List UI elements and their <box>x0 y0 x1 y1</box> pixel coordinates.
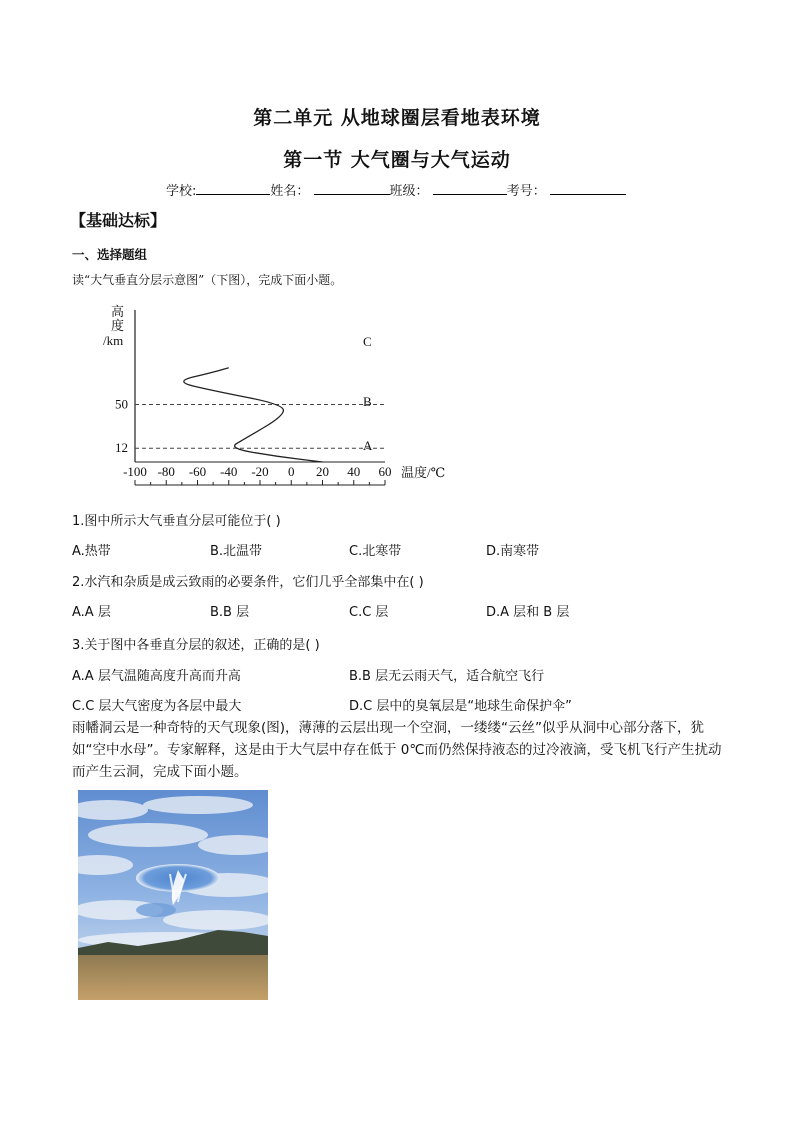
q1-option-c[interactable]: C.北寒带 <box>349 544 402 559</box>
layer-label: C <box>363 334 372 349</box>
q3-option-c[interactable]: C.C 层大气密度为各层中最大 <box>72 699 242 714</box>
temperature-curve <box>184 368 323 462</box>
y-axis-label: 度 <box>111 318 125 333</box>
x-tick-label: 0 <box>288 464 295 479</box>
q2-option-a[interactable]: A.A 层 <box>72 605 111 620</box>
q1-option-d[interactable]: D.南寒带 <box>486 544 540 559</box>
y-axis-label: /km <box>103 333 124 348</box>
hole-punch-cloud-paragraph: 雨幡洞云是一种奇特的天气现象(图)，薄薄的云层出现一个空洞，一缕缕“云丝”似乎从洞中心部分落下，犹如“空中水母”。专家解释，这是由于大气层中存在低于 0℃而仍然保持液态的过冷液滴，受飞机飞行产生扰动而产生云洞，完成下面小题。 <box>72 720 722 780</box>
q3-option-a[interactable]: A.A 层气温随高度升高而升高 <box>72 669 241 684</box>
x-tick-label: -20 <box>251 464 269 479</box>
layer-label: B <box>363 394 372 409</box>
y-tick-label: 50 <box>115 396 128 412</box>
name-label: 姓名： <box>270 184 310 199</box>
question-2-stem: 2.水汽和杂质是成云致雨的必要条件，它们几乎全部集中在( ) <box>72 575 424 590</box>
question-3-stem: 3.关于图中各垂直分层的叙述，正确的是( ) <box>72 638 320 653</box>
x-axis-label: 温度/℃ <box>401 465 446 480</box>
q2-option-c[interactable]: C.C 层 <box>349 605 389 620</box>
q2-option-d[interactable]: D.A 层和 B 层 <box>486 605 570 620</box>
y-tick-label: 12 <box>115 440 128 456</box>
x-tick-label: -100 <box>123 464 147 479</box>
intro-text: 读“大气垂直分层示意图”（下图），完成下面小题。 <box>72 273 343 287</box>
x-tick-label: -40 <box>220 464 238 479</box>
exam-label: 考号： <box>506 184 546 199</box>
exam-number-field[interactable] <box>550 182 626 195</box>
x-tick-label: -60 <box>188 464 207 479</box>
q2-option-b[interactable]: B.B 层 <box>210 605 250 620</box>
school-label: 学校: <box>166 184 197 199</box>
class-field[interactable] <box>433 182 507 195</box>
x-tick-label: 60 <box>378 464 392 479</box>
hole-punch-cloud-photo <box>78 790 268 1000</box>
layer-label: A <box>363 438 373 453</box>
section-title: 第一节 大气圈与大气运动 <box>283 149 511 171</box>
q1-option-a[interactable]: A.热带 <box>72 544 111 559</box>
name-field[interactable] <box>314 182 390 195</box>
q3-option-b[interactable]: B.B 层无云雨天气，适合航空飞行 <box>349 669 545 684</box>
student-info <box>166 180 626 199</box>
x-tick-label: -80 <box>157 464 175 479</box>
x-tick-label: 20 <box>316 464 329 479</box>
q3-option-d[interactable]: D.C 层中的臭氧层是“地球生命保护伞” <box>349 699 572 714</box>
y-axis-label: 高 <box>111 304 125 319</box>
school-field[interactable] <box>196 182 270 195</box>
q1-option-b[interactable]: B.北温带 <box>210 544 263 559</box>
unit-title: 第二单元 从地球圈层看地表环境 <box>253 107 541 129</box>
class-label: 班级： <box>389 184 429 199</box>
atmosphere-layers-chart <box>95 300 475 505</box>
section-heading: 【基础达标】 <box>70 211 167 230</box>
x-tick-label: 40 <box>347 464 361 479</box>
group-heading: 一、选择题组 <box>72 247 148 262</box>
question-1-stem: 1.图中所示大气垂直分层可能位于( ) <box>72 514 281 529</box>
